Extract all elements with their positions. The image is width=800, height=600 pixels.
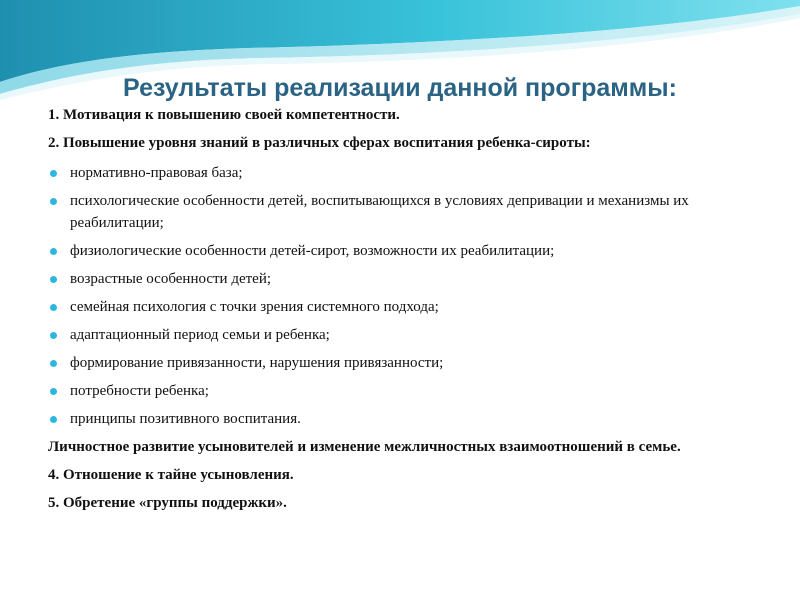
result-item-1: 1. Мотивация к повышению своей компетентности. xyxy=(48,107,400,123)
bullet-dot-icon xyxy=(50,248,57,255)
result-item-2: 2. Повышение уровня знаний в различных сферах воспитания ребенка-сироты: xyxy=(48,135,591,151)
bullet-item xyxy=(48,352,763,374)
results-list xyxy=(48,104,763,520)
bullet-dot-icon xyxy=(50,276,57,283)
bullet-text: физиологические особенности детей-сирот, возможности их реабилитации; xyxy=(70,243,555,259)
bullet-dot-icon xyxy=(50,198,57,205)
bullet-text: семейная психология с точки зрения системного подхода; xyxy=(70,299,439,315)
bullet-text: возрастные особенности детей; xyxy=(70,271,272,287)
slide-title: Результаты реализации данной программы: xyxy=(123,74,677,102)
bullet-text: принципы позитивного воспитания. xyxy=(70,411,301,427)
bullet-dot-icon xyxy=(50,416,57,423)
bullet-dot-icon xyxy=(50,304,57,311)
bullet-text: адаптационный период семьи и ребенка; xyxy=(70,327,330,343)
bullet-item xyxy=(48,408,763,430)
bullet-dot-icon xyxy=(50,360,57,367)
bullet-item xyxy=(48,162,763,184)
result-item-4: 4. Отношение к тайне усыновления. xyxy=(48,467,294,483)
bullet-dot-icon xyxy=(50,332,57,339)
bullet-text: психологические особенности детей, воспитывающихся в условиях депривации и механизмы их реабилитации; xyxy=(70,193,689,231)
result-item-3: Личностное развитие усыновителей и изменение межличностных взаимоотношений в семье. xyxy=(48,439,681,455)
bullet-item xyxy=(48,240,763,262)
bullet-text: потребности ребенка; xyxy=(70,383,209,399)
result-item-5: 5. Обретение «группы поддержки». xyxy=(48,495,287,511)
bullet-item xyxy=(48,268,763,290)
bullet-item xyxy=(48,380,763,402)
bullet-item xyxy=(48,190,763,234)
bullet-item xyxy=(48,324,763,346)
bullet-item xyxy=(48,296,763,318)
bullet-text: формирование привязанности, нарушения привязанности; xyxy=(70,355,444,371)
bullet-dot-icon xyxy=(50,388,57,395)
bullet-dot-icon xyxy=(50,170,57,177)
bullet-text: нормативно-правовая база; xyxy=(70,165,243,181)
